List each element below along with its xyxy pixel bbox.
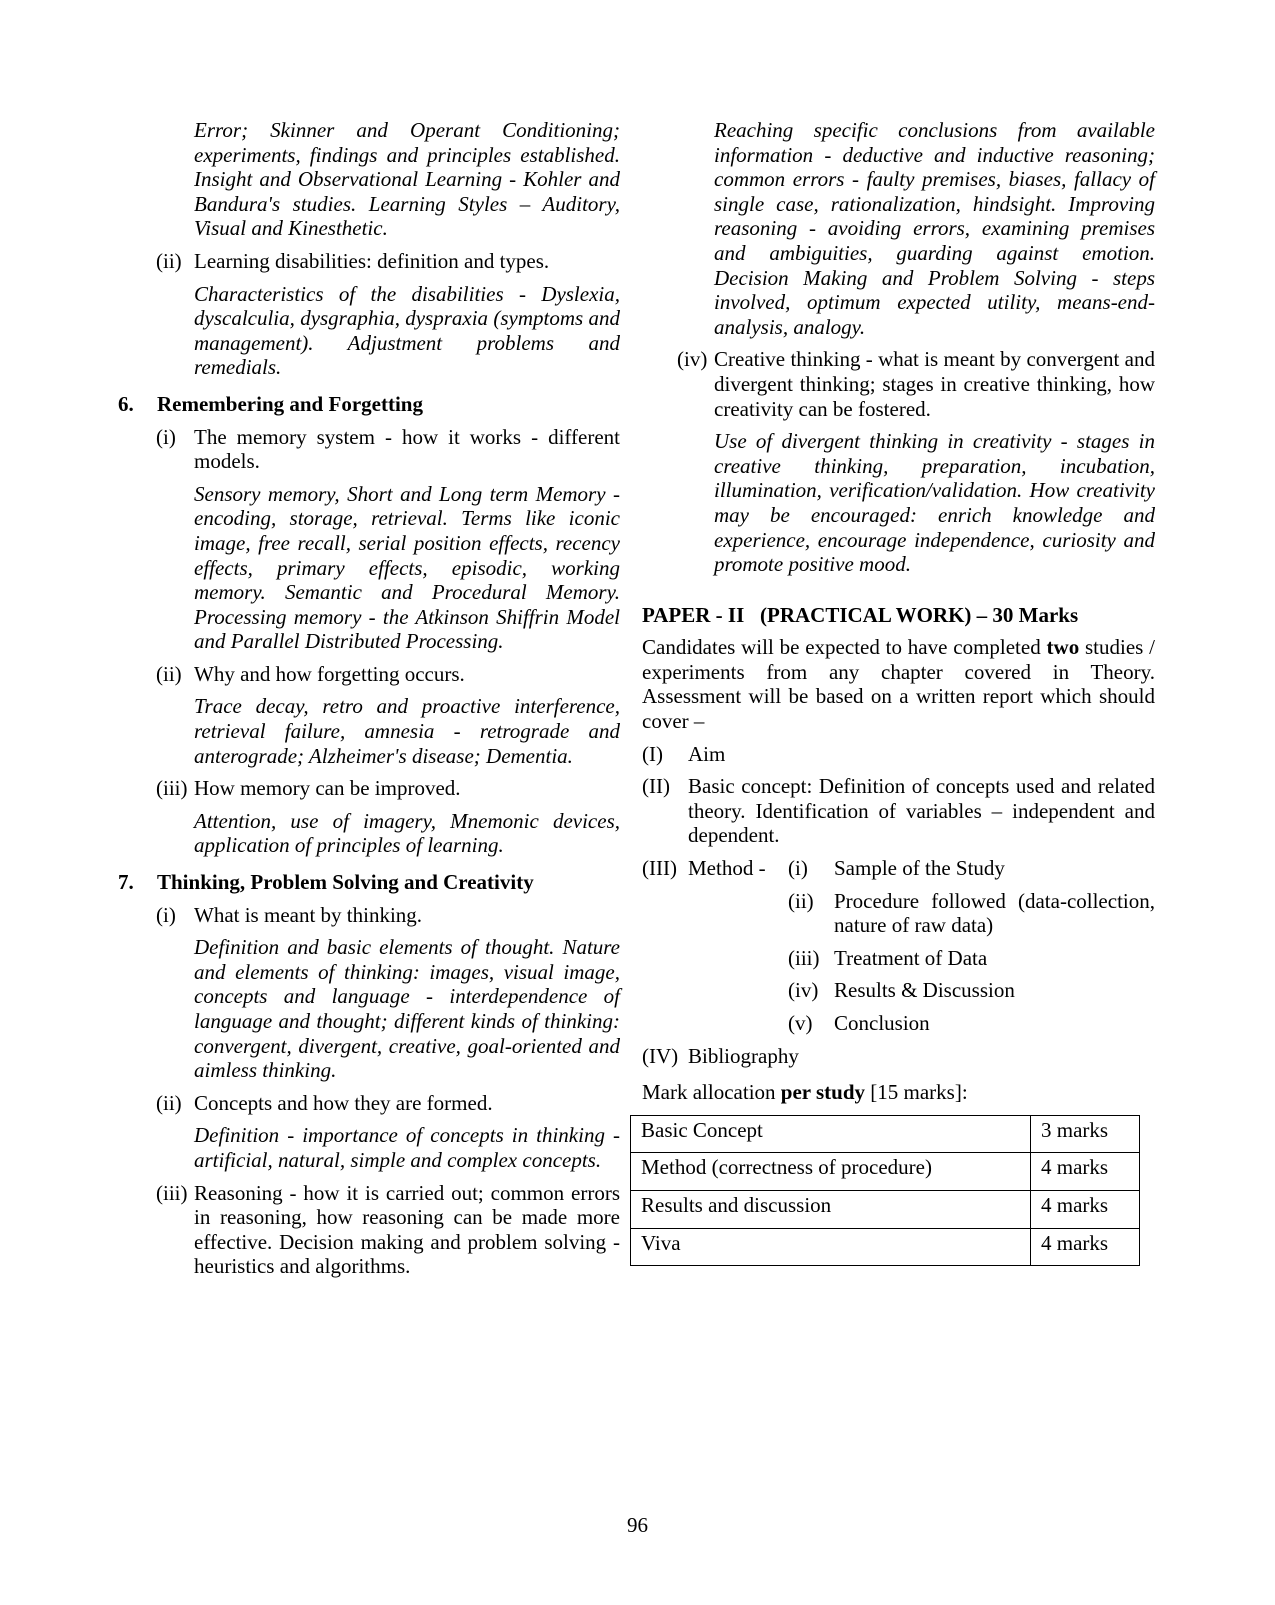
mark-allocation-text: Mark allocation	[642, 1080, 781, 1105]
section7-item-2	[118, 1091, 620, 1116]
table-cell-marks: 4 marks	[1031, 1153, 1140, 1191]
section-title: Remembering and Forgetting	[157, 391, 423, 416]
step-number: (v)	[788, 1011, 813, 1035]
table-cell-item: Results and discussion	[631, 1190, 1031, 1228]
method-step	[642, 978, 1155, 1003]
item-description: Definition and basic elements of thought. Nature and elements of thinking: images, visual image, concepts and language - interdependence of language and thought; different kinds of thinking: convergent, divergent, creative, goal-oriented and aimless thinking.	[194, 935, 620, 1083]
item-text: How memory can be improved.	[194, 776, 461, 801]
item-text: What is meant by thinking.	[194, 902, 423, 927]
item-description: Sensory memory, Short and Long term Memory - encoding, storage, retrieval. Terms like iconic image, free recall, serial position effects, recency effects, primary effects, episodic, working memory. Semantic and Procedural Memory. Processing memory - the Atkinson Shiffrin Model and Parallel Distributed Processing.	[194, 481, 620, 654]
right-column	[641, 118, 1155, 1266]
table-row	[631, 1115, 1140, 1153]
mark-allocation-line	[642, 1080, 1155, 1105]
page-number: 96	[627, 1513, 648, 1537]
step-number: (iii)	[788, 945, 820, 970]
table-cell-item: Basic Concept	[631, 1115, 1031, 1153]
intro-bold: two	[1046, 635, 1080, 660]
section7-item-3	[118, 1181, 620, 1279]
left-column	[118, 118, 620, 1279]
report-item-basic-concept	[642, 774, 1155, 848]
section6-item-2	[118, 662, 620, 687]
item-text: Reasoning - how it is carried out; common errors in reasoning, how reasoning can be made more effective. Decision making and problem solving - heuristics and algorithms.	[194, 1180, 620, 1279]
table-row	[631, 1153, 1140, 1191]
step-number: (ii)	[788, 888, 814, 913]
reasoning-description: Reaching specific conclusions from available information - deductive and inductive reasoning; common errors - faulty premises, biases, fallacy of single case, rationalization, hindsight. Improving reasoning - avoiding errors, examining premises and ambiguities, guarding against emotion. Decision Making and Problem Solving - steps involved, optimum expected utility, means-end-analysis, analogy.	[714, 118, 1155, 339]
section6-item-1	[118, 425, 620, 474]
item-number: (ii)	[156, 661, 182, 686]
section7-item-1	[118, 903, 620, 928]
method-label: Method -	[688, 856, 766, 881]
item-text: Bibliography	[688, 1043, 799, 1068]
item-number: (iii)	[156, 1180, 188, 1205]
item-text: Concepts and how they are formed.	[194, 1090, 493, 1115]
item-label: (II)	[642, 774, 670, 799]
item-label: (I)	[642, 741, 663, 766]
item-number: (i)	[156, 902, 176, 927]
mark-allocation-table	[630, 1115, 1140, 1266]
report-sections	[642, 742, 1155, 1267]
table-cell-item: Method (correctness of procedure)	[631, 1153, 1031, 1191]
item-text: Learning disabilities: definition and types.	[194, 248, 550, 273]
paper-2-intro	[642, 635, 1155, 733]
intro-text: Candidates will be expected to have completed	[642, 635, 1047, 660]
table-cell-marks: 4 marks	[1031, 1190, 1140, 1228]
item-text: Basic concept: Definition of concepts used and related theory. Identification of variables – independent and dependent.	[688, 774, 1155, 848]
paper-2-title: PAPER - II (PRACTICAL WORK) – 30 Marks	[642, 602, 1079, 627]
step-text: Results & Discussion	[834, 978, 1015, 1003]
section-heading-7	[118, 870, 620, 895]
item-number: (iii)	[156, 776, 188, 801]
report-item-method	[642, 856, 1155, 881]
step-text: Procedure followed (data-collection, nature of raw data)	[834, 888, 1155, 938]
item-number: (ii)	[156, 248, 182, 273]
method-step	[642, 1011, 1155, 1036]
step-number: (iv)	[788, 978, 819, 1003]
table-cell-item: Viva	[631, 1228, 1031, 1266]
report-item-aim	[642, 742, 1155, 767]
table-cell-marks: 4 marks	[1031, 1228, 1140, 1266]
step-number: (i)	[788, 856, 808, 881]
step-text: Treatment of Data	[834, 945, 988, 970]
step-text: Conclusion	[834, 1011, 930, 1035]
section-number: 6.	[118, 391, 134, 416]
item-description: Definition - importance of concepts in thinking - artificial, natural, simple and complex concepts.	[194, 1123, 620, 1172]
section-number: 7.	[118, 870, 134, 895]
method-step	[642, 889, 1155, 938]
creative-thinking-item	[655, 347, 1155, 421]
table-row	[631, 1190, 1140, 1228]
learning-disabilities-description: Characteristics of the disabilities - Dyslexia, dyscalculia, dysgraphia, dyspraxia (symptoms and management). Adjustment problems and remedials.	[194, 281, 620, 380]
item-number: (iv)	[677, 347, 708, 372]
learning-disabilities-item	[118, 249, 620, 274]
item-text: Why and how forgetting occurs.	[194, 661, 465, 686]
item-label: (III)	[642, 856, 677, 881]
item-number: (ii)	[156, 1090, 182, 1115]
section-heading-6	[118, 392, 620, 417]
method-step	[642, 946, 1155, 971]
section-title: Thinking, Problem Solving and Creativity	[157, 870, 534, 895]
mark-allocation-bold: per study	[780, 1080, 866, 1105]
item-text: The memory system - how it works - different models.	[194, 424, 620, 474]
item-number: (i)	[156, 424, 176, 449]
item-text: Creative thinking - what is meant by convergent and divergent thinking; stages in creative thinking, how creativity can be fostered.	[714, 347, 1155, 421]
table-cell-marks: 3 marks	[1031, 1115, 1140, 1153]
item-description: Attention, use of imagery, Mnemonic devices, application of principles of learning.	[194, 808, 620, 858]
intro-text-rest: studies / experiments from any chapter covered in Theory. Assessment will be based on a written report which should cover –	[642, 635, 1155, 734]
learning-description: Error; Skinner and Operant Conditioning; experiments, findings and principles established. Insight and Observational Learning - Kohler and Bandura's studies. Learning Styles – Auditory, Visual and Kinesthetic.	[194, 118, 620, 241]
item-text: Aim	[688, 741, 726, 766]
step-text: Sample of the Study	[834, 856, 1005, 881]
creative-thinking-description: Use of divergent thinking in creativity - stages in creative thinking, preparation, incubation, illumination, verification/validation. How creativity may be encouraged: enrich knowledge and experience, encourage independence, curiosity and promote positive mood.	[714, 429, 1155, 577]
item-description: Trace decay, retro and proactive interference, retrieval failure, amnesia - retrograde and anterograde; Alzheimer's disease; Dementia.	[194, 694, 620, 768]
report-item-bibliography	[642, 1044, 1155, 1069]
item-label: (IV)	[642, 1043, 679, 1068]
section6-item-3	[118, 776, 620, 801]
table-row	[631, 1228, 1140, 1266]
mark-allocation-rest: [15 marks]:	[865, 1080, 968, 1105]
